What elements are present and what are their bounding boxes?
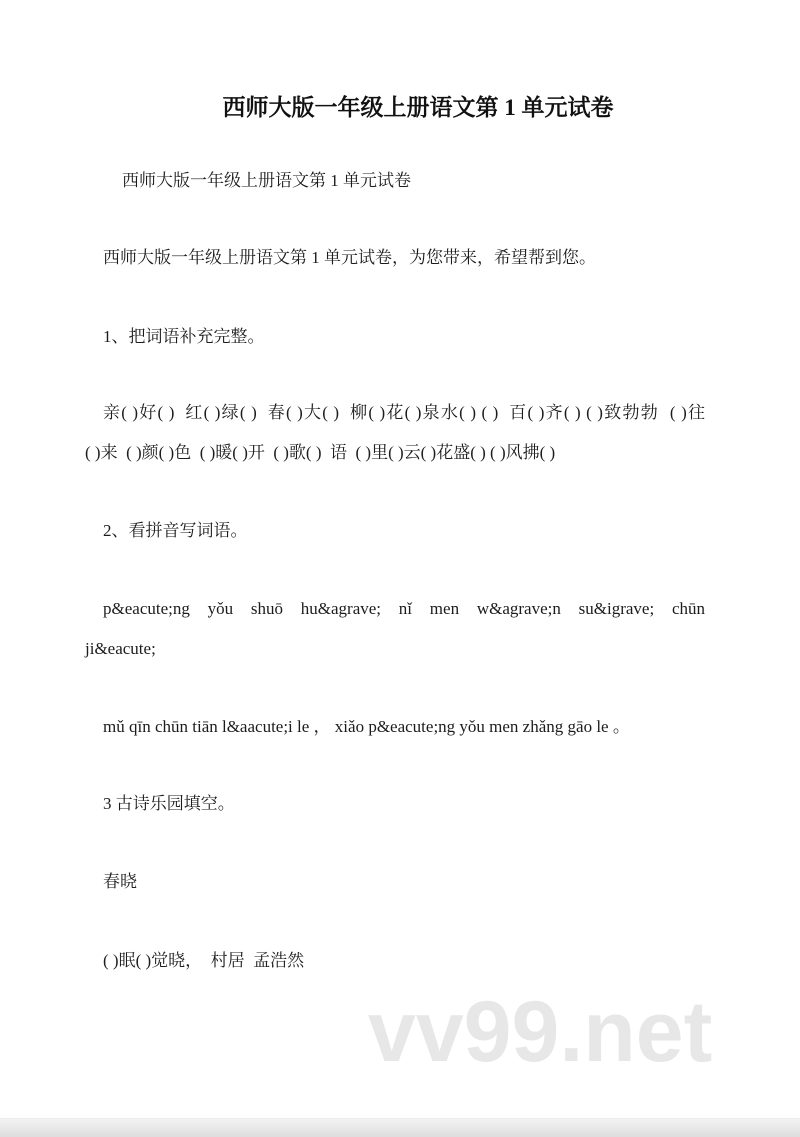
question-2-heading: 2、看拼音写词语。 bbox=[103, 521, 248, 540]
watermark: vv99.net bbox=[368, 984, 713, 1080]
document-title: 西师大版一年级上册语文第 1 单元试卷 bbox=[222, 95, 614, 120]
intro-paragraph: 西师大版一年级上册语文第 1 单元试卷，为您带来，希望帮到您。 bbox=[103, 248, 596, 267]
poem-title: 春晓 bbox=[103, 872, 137, 891]
poem-line: ( )眠( )觉晓， 村居 孟浩然 bbox=[103, 951, 305, 970]
pinyin-line-1: p&eacute;ng yǒu shuō hu&agrave; nǐ men w&agrave;n su&igrave; chūn bbox=[103, 599, 705, 618]
question-3-heading: 3 古诗乐园填空。 bbox=[103, 794, 235, 813]
pinyin-line-1-continued: ji&eacute; bbox=[85, 639, 156, 658]
document-subtitle: 西师大版一年级上册语文第 1 单元试卷 bbox=[122, 171, 411, 190]
pinyin-line-2: mǔ qīn chūn tiān l&aacute;i le ， xiǎo p&eacute;ng yǒu men zhǎng gāo le 。 bbox=[103, 717, 630, 736]
question-1-heading: 1、把词语补充完整。 bbox=[103, 327, 265, 346]
question-1-line-1: 亲( )好( ) 红( )绿( ) 春( )大( ) 柳( )花( )泉水( ) ( ) 百( )齐( ) ( )致勃勃 ( )往 bbox=[103, 403, 705, 422]
page-bottom-edge bbox=[0, 1118, 800, 1137]
question-1-line-2: ( )来 ( )颜( )色 ( )暖( )开 ( )歌( ) 语 ( )里( )云( )花盛( ) ( )风拂( ) bbox=[85, 443, 556, 462]
